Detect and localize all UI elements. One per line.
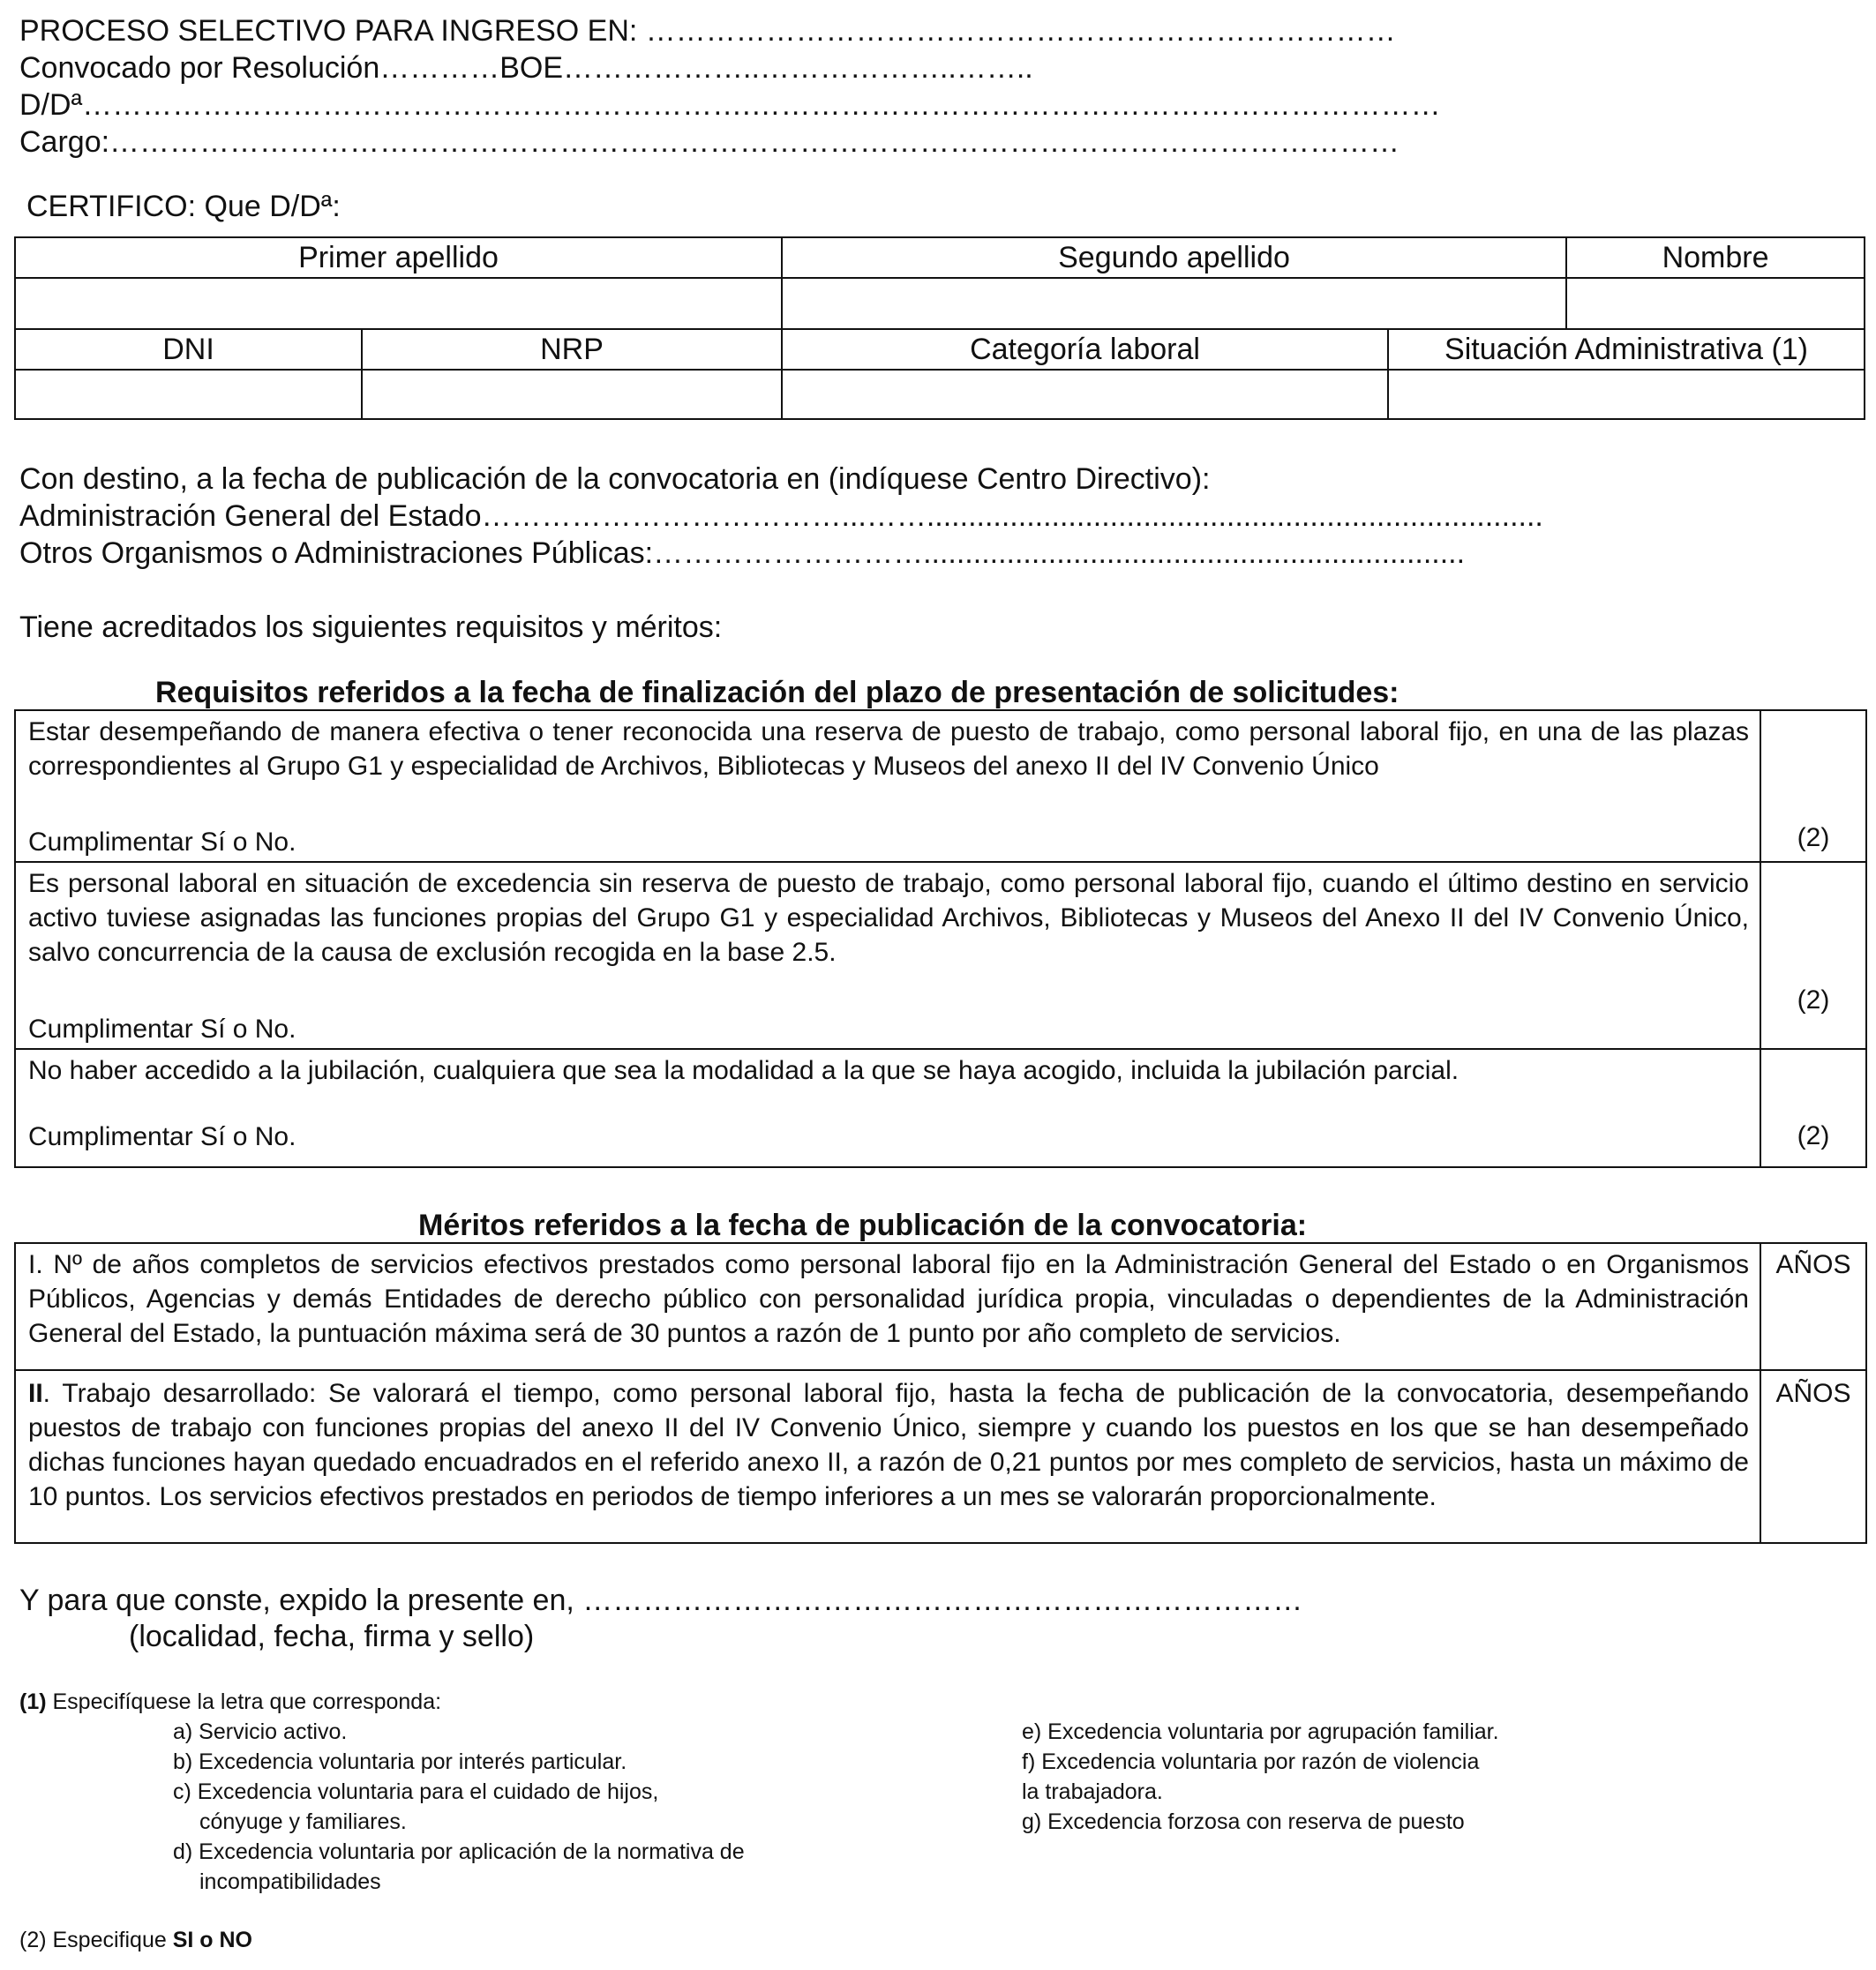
field-nombre[interactable] [1566, 278, 1865, 329]
note-item-c-cont: cónyuge y familiares. [199, 1809, 407, 1834]
requisito-answer-cell[interactable] [1760, 862, 1866, 1049]
requisito-mark: (2) [1797, 823, 1830, 852]
destino-intro: Con destino, a la fecha de publicación de la convocatoria en (indíquese Centro Directivo): [19, 462, 1211, 496]
requisito-row [15, 710, 1866, 862]
merito-text: Nº de años completos de servicios efectivos prestados como personal laboral fijo en la Administración General del Estado o en Organismos Públicos, Agencias y demás Entidades de derecho público con personalidad jurídica propia, vinculadas o dependientes de la Administración General del Estado, la puntuación máxima será de 30 puntos a razón de 1 punto por año completo de servicios. [28, 1250, 1749, 1348]
cumplimentar-label: Cumplimentar Sí o No. [28, 1122, 296, 1151]
closing-signature-hint: (localidad, fecha, firma y sello) [129, 1620, 535, 1653]
requisitos-table [14, 709, 1867, 1168]
merito-row [15, 1370, 1866, 1543]
note-item-f-cont: la trabajadora. [1022, 1779, 1163, 1804]
requisitos-title: Requisitos referidos a la fecha de finalización del plazo de presentación de solicitudes: [155, 676, 1399, 709]
cumplimentar-label: Cumplimentar Sí o No. [28, 828, 296, 857]
requisito-text: Es personal laboral en situación de excedencia sin reserva de puesto de trabajo, como personal laboral fijo, cuando el último destino en servicio activo tuviese asignadas las funciones propias del Grupo G1 y especialidad Archivos, Bibliotecas y Museos del Anexo II del IV Convenio Único, salvo concurrencia de la causa de exclusión recogida en la base 2.5. [28, 869, 1749, 967]
anos-label: AÑOS [1775, 1250, 1851, 1279]
note-1-label: (1) [19, 1689, 47, 1714]
note-item-g: g) Excedencia forzosa con reserva de puesto [1022, 1809, 1465, 1834]
merito-prefix: II [28, 1379, 43, 1408]
header-categoria-laboral: Categoría laboral [782, 329, 1388, 370]
merito-anos-cell[interactable] [1760, 1370, 1866, 1543]
requisito-row [15, 862, 1866, 1049]
note-item-d: d) Excedencia voluntaria por aplicación de la normativa de [173, 1839, 745, 1864]
field-primer-apellido[interactable] [15, 278, 782, 329]
requisito-mark: (2) [1797, 1121, 1830, 1150]
note-1 [19, 1687, 441, 1717]
field-segundo-apellido[interactable] [782, 278, 1566, 329]
header-proceso-line: PROCESO SELECTIVO PARA INGRESO EN: ………………………………………………………………… [19, 14, 1396, 48]
meritos-table [14, 1242, 1867, 1544]
note-item-f: f) Excedencia voluntaria por razón de violencia [1022, 1749, 1480, 1774]
note-2-bold: SI o NO [172, 1928, 252, 1952]
certifico-label: CERTIFICO: Que D/Dª: [26, 190, 341, 223]
header-dni: DNI [15, 329, 362, 370]
merito-row [15, 1243, 1866, 1370]
note-2-text: (2) Especifique [19, 1928, 173, 1952]
requisito-text: Estar desempeñando de manera efectiva o tener reconocida una reserva de puesto de trabajo, como personal laboral fijo, en una de las plazas correspondientes al Grupo G1 y especialidad de Archivos, Bibliotecas y Museos del anexo II del IV Convenio Único [28, 717, 1749, 781]
field-categoria-laboral[interactable] [782, 370, 1388, 419]
closing-line: Y para que conste, expido la presente en, ……………………………………………………………… [19, 1584, 1303, 1617]
header-situacion-administrativa: Situación Administrativa (1) [1388, 329, 1865, 370]
cumplimentar-label: Cumplimentar Sí o No. [28, 1015, 296, 1044]
identification-table [14, 236, 1865, 420]
note-item-c: c) Excedencia voluntaria para el cuidado de hijos, [173, 1779, 659, 1804]
field-dni[interactable] [15, 370, 362, 419]
field-nrp[interactable] [362, 370, 782, 419]
anos-label: AÑOS [1775, 1379, 1851, 1408]
header-primer-apellido: Primer apellido [15, 237, 782, 278]
header-dda-line: D/Dª………………………………………………………….…………………………………………………………… [19, 88, 1441, 122]
field-situacion-administrativa[interactable] [1388, 370, 1865, 419]
header-segundo-apellido: Segundo apellido [782, 237, 1566, 278]
tiene-acreditados: Tiene acreditados los siguientes requisitos y méritos: [19, 610, 723, 644]
merito-anos-cell[interactable] [1760, 1243, 1866, 1370]
merito-text: . Trabajo desarrollado: Se valorará el tiempo, como personal laboral fijo, hasta la fecha de publicación de la convocatoria, desempeñando puestos de trabajo con funciones propias del anexo II del IV Convenio Único, siempre y cuando los puestos en los que se han desempeñado dichas funciones hayan quedado encuadrados en el referido anexo II, a razón de 0,21 puntos por mes completo de servicios, hasta un máximo de 10 puntos. Los servicios efectivos prestados en periodos de tiempo inferiores a un mes se valorarán proporcionalmente. [28, 1379, 1749, 1511]
meritos-title: Méritos referidos a la fecha de publicación de la convocatoria: [418, 1209, 1308, 1242]
header-nrp: NRP [362, 329, 782, 370]
destino-age-line: Administración General del Estado………………………………...…….......................................................................... [19, 499, 1543, 533]
header-nombre: Nombre [1566, 237, 1865, 278]
note-2 [19, 1925, 252, 1955]
destino-otros-line: Otros Organismos o Administraciones Públicas:………………………................................................................. [19, 536, 1466, 570]
header-convocado-line: Convocado por Resolución…………BOE………………..………………..…….. [19, 51, 1033, 85]
merito-prefix: I. [28, 1250, 43, 1279]
note-item-a: a) Servicio activo. [173, 1719, 348, 1744]
requisito-row [15, 1049, 1866, 1167]
requisito-answer-cell[interactable] [1760, 710, 1866, 862]
note-item-b: b) Excedencia voluntaria por interés particular. [173, 1749, 627, 1774]
note-item-d-cont: incompatibilidades [199, 1869, 381, 1894]
requisito-answer-cell[interactable] [1760, 1049, 1866, 1167]
note-1-text: Especifíquese la letra que corresponda: [46, 1689, 442, 1714]
requisito-text: No haber accedido a la jubilación, cualquiera que sea la modalidad a la que se haya acogido, incluida la jubilación parcial. [28, 1056, 1460, 1085]
note-item-e: e) Excedencia voluntaria por agrupación familiar. [1022, 1719, 1499, 1744]
requisito-mark: (2) [1797, 985, 1830, 1015]
header-cargo-line: Cargo:………………………………………………………………………………………………………………… [19, 125, 1400, 159]
